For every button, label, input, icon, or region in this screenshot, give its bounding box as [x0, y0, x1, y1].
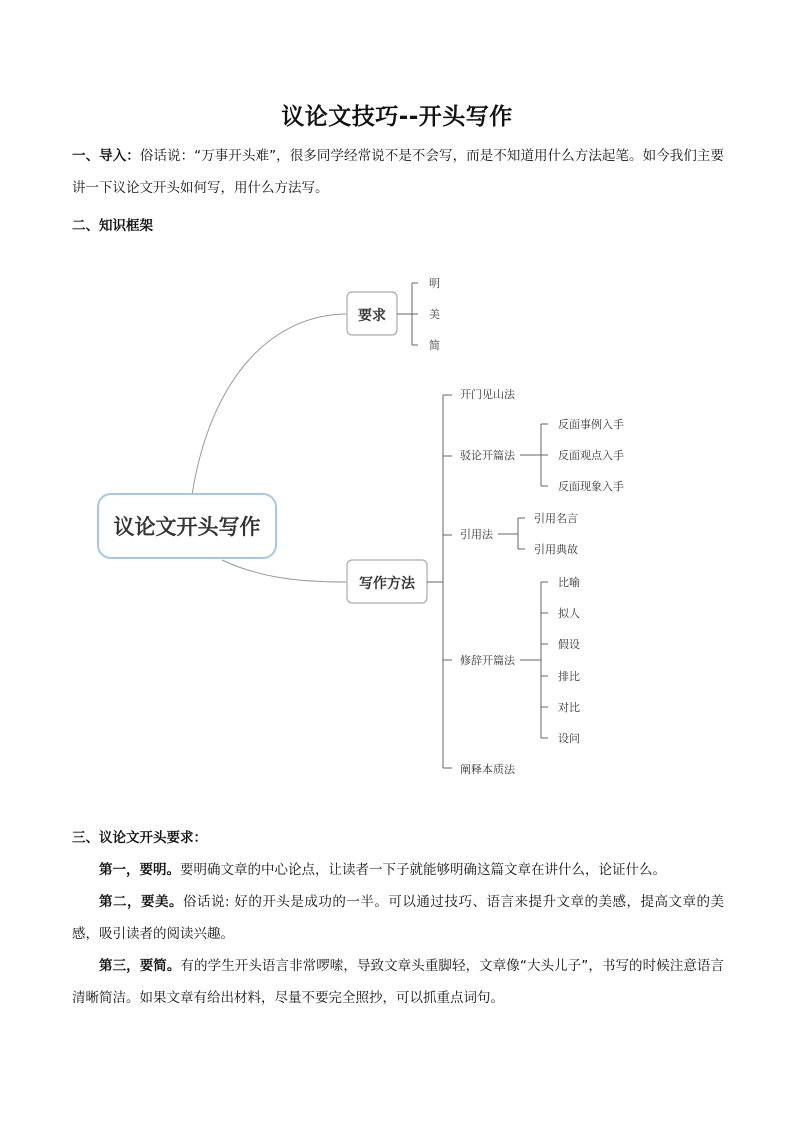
refutation-item: 反面事例入手 [558, 418, 624, 431]
intro-paragraph [72, 140, 724, 204]
rhetoric-item: 假设 [558, 638, 580, 651]
method-essence: 阐释本质法 [460, 763, 515, 776]
requirement-item: 明 [429, 277, 440, 290]
intro-text: 俗话说：“万事开头难”，很多同学经常说不是不会写，而是不知道用什么方法起笔。如今我们主要讲一下议论文开头如何写，用什么方法写。 [72, 148, 724, 196]
quotation-item: 引用名言 [534, 512, 578, 525]
refutation-item: 反面现象入手 [558, 480, 624, 493]
method-direct: 开门见山法 [460, 388, 515, 401]
requirement-item: 简 [429, 339, 440, 352]
requirement-text: 俗话说: 好的开头是成功的一半。可以通过技巧、语言来提升文章的美感，提高文章的美感，吸引读者的阅读兴趣。 [72, 894, 725, 942]
mind-map [0, 250, 794, 790]
rhetoric-item: 排比 [558, 670, 580, 683]
rhetoric-item: 比喻 [558, 576, 580, 589]
page-title: 议论文技巧--开头写作 [281, 104, 513, 130]
method-quotation: 引用法 [460, 528, 493, 541]
branch-methods-label: 写作方法 [359, 576, 415, 592]
branch-requirements-label: 要求 [358, 308, 386, 324]
requirement-label: 第三，要简。 [99, 958, 181, 974]
intro-label: 一、导入： [72, 148, 140, 164]
quotation-bracket [498, 518, 525, 549]
requirement-paragraph-1 [72, 854, 724, 886]
root-node-label: 议论文开头写作 [113, 515, 261, 539]
refutation-item: 反面观点入手 [558, 449, 624, 462]
requirement-paragraph-2 [72, 886, 724, 950]
requirement-item: 美 [429, 308, 440, 321]
section-heading-framework: 二、知识框架 [72, 218, 153, 234]
quotation-item: 引用典故 [534, 543, 578, 556]
rhetoric-bracket [520, 582, 548, 738]
requirement-paragraph-3 [72, 950, 724, 1014]
method-refutation: 驳论开篇法 [460, 449, 515, 462]
refutation-bracket [520, 424, 548, 486]
requirement-text: 有的学生开头语言非常啰嗦，导致文章头重脚轻，文章像“大头儿子”，书写的时候注意语言清晰简洁。如果文章有给出材料，尽量不要完全照抄，可以抓重点词句。 [72, 958, 724, 1006]
requirement-text: 要明确文章的中心论点，让读者一下子就能够明确这篇文章在讲什么，论证什么。 [180, 862, 666, 878]
rhetoric-item: 拟人 [558, 607, 580, 620]
requirement-label: 第二，要美。 [99, 894, 184, 910]
requirement-label: 第一，要明。 [99, 862, 180, 878]
rhetoric-item: 设问 [558, 732, 580, 745]
method-rhetoric: 修辞开篇法 [460, 654, 515, 667]
requirements-bracket [397, 283, 418, 345]
section-heading-requirements: 三、议论文开头要求： [72, 830, 207, 846]
methods-bracket [427, 395, 452, 768]
connector-root-requirements [192, 314, 346, 495]
rhetoric-item: 对比 [558, 701, 580, 714]
connector-root-methods [222, 560, 346, 582]
